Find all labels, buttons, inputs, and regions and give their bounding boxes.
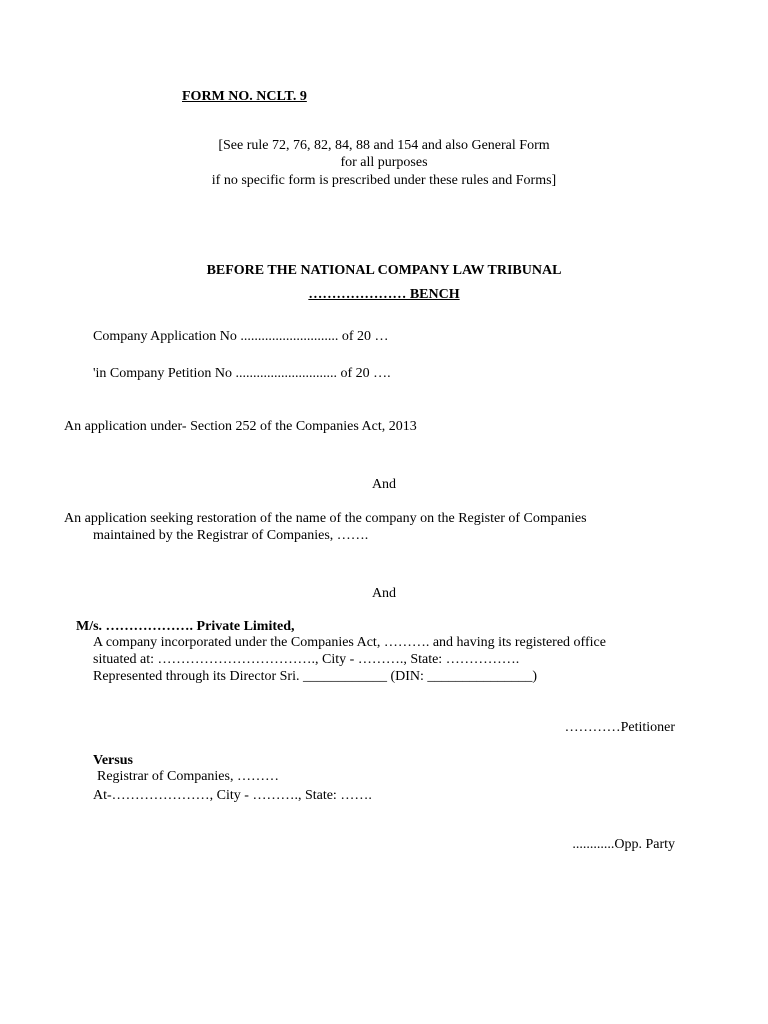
petitioner-address: situated at: ……………………………., City - ………., State: ……………. [93,652,520,667]
company-application-no: Company Application No ............................ of 20 … [93,329,389,344]
form-title: FORM NO. NCLT. 9 [182,89,307,104]
restoration-application-line-2: maintained by the Registrar of Companies, ……. [93,528,369,543]
respondent-role: ............Opp. Party [572,837,675,852]
petitioner-role: …………Petitioner [564,720,675,735]
tribunal-heading: BEFORE THE NATIONAL COMPANY LAW TRIBUNAL [206,263,562,278]
company-petition-no: 'in Company Petition No ............................. of 20 …. [93,366,391,381]
versus-label: Versus [93,753,133,768]
and-separator-1: And [371,477,397,492]
and-separator-2: And [371,586,397,601]
rule-reference-line-2: for all purposes [340,155,428,170]
respondent-address: At-…………………, City - ………., State: ……. [93,788,372,803]
petitioner-director: Represented through its Director Sri. ____________ (DIN: _______________) [93,669,538,684]
petitioner-name: M/s. ………………. Private Limited, [76,619,295,634]
rule-reference-line-3: if no specific form is prescribed under these rules and Forms] [211,173,557,188]
rule-reference-line-1: [See rule 72, 76, 82, 84, 88 and 154 and also General Form [218,138,550,153]
bullet-marker [0,418,2,435]
respondent-name: Registrar of Companies, ……… [97,769,279,784]
section-application: An application under- Section 252 of the Companies Act, 2013 [64,419,417,434]
petitioner-incorporation: A company incorporated under the Companies Act, ………. and having its registered office [93,635,606,650]
bullet-marker [0,510,2,527]
bench-heading: ………………… BENCH [308,287,460,302]
restoration-application-line-1: An application seeking restoration of the name of the company on the Register of Companies [64,511,587,526]
